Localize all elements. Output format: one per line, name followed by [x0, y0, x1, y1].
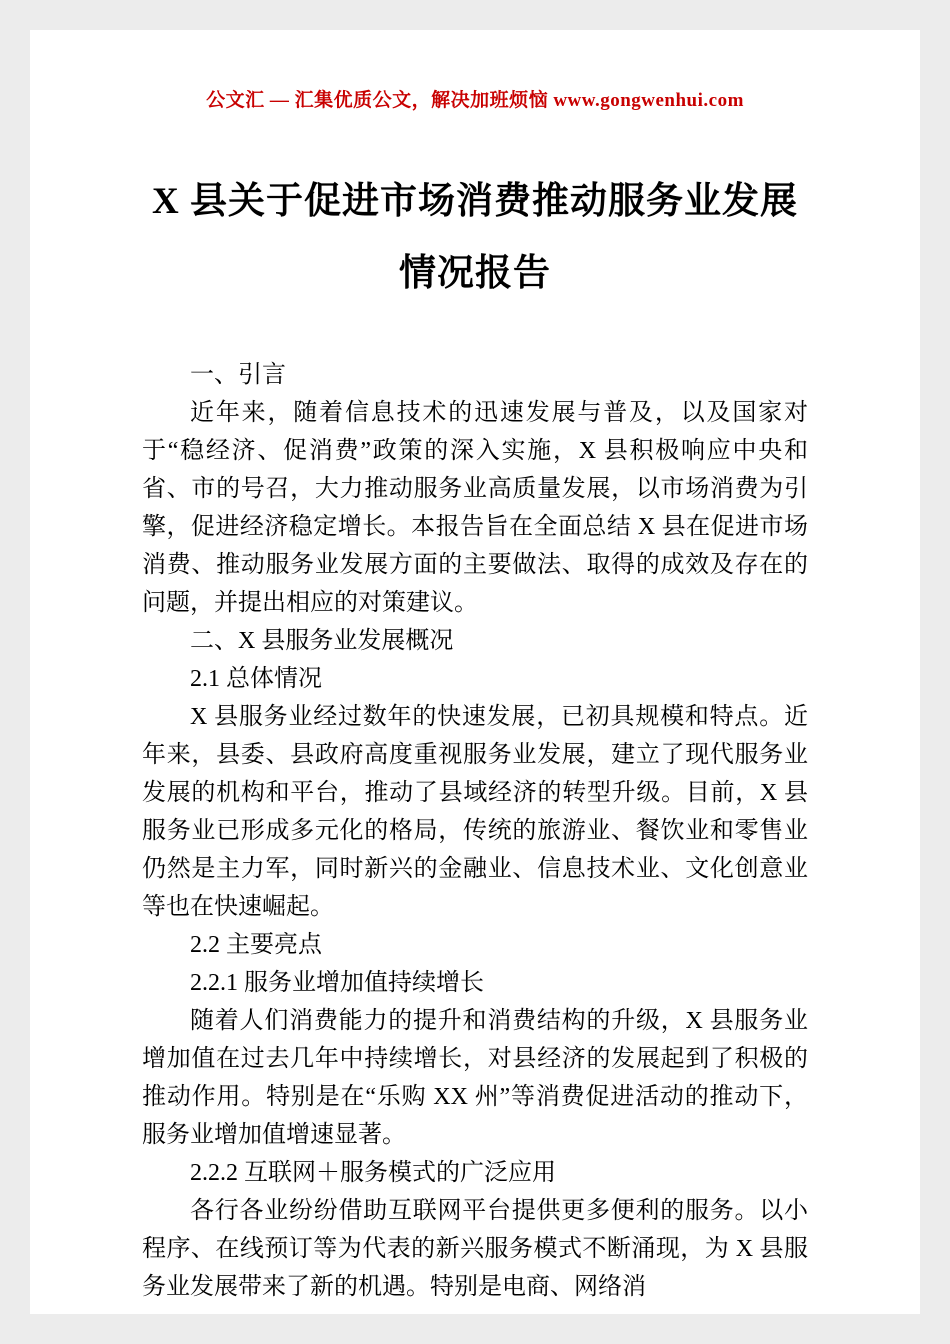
- paragraph-general-situation: X 县服务业经过数年的快速发展，已初具规模和特点。近年来，县委、县政府高度重视服务业发展，建立了现代服务业发展的机构和平台，推动了县域经济的转型升级。目前，X 县服务业已形成多元化的格局，传统的旅游业、餐饮业和零售业仍然是主力军，同时新兴的金融业、信息技术业、文化创意业等也在快速崛起。: [142, 704, 808, 921]
- section-heading-intro: 一、引言: [190, 362, 286, 389]
- section-heading-overview: 二、X 县服务业发展概况: [190, 628, 454, 655]
- paragraph-growth: 随着人们消费能力的提升和消费结构的升级，X 县服务业增加值在过去几年中持续增长，对县经济的发展起到了积极的推动作用。特别是在“乐购 XX 州”等消费促进活动的推动下，服务业增加值增速显著。: [142, 1008, 808, 1149]
- paragraph-internet: 各行各业纷纷借助互联网平台提供更多便利的服务。以小程序、在线预订等为代表的新兴服务模式不断涌现，为 X 县服务业发展带来了新的机遇。特别是电商、网络消: [142, 1198, 808, 1301]
- page-title: X 县关于促进市场消费推动服务业发展情况报告: [152, 181, 798, 295]
- subsection-heading-growth: 2.2.1 服务业增加值持续增长: [190, 970, 484, 997]
- watermark-header: 公文汇 — 汇集优质公文，解决加班烦恼 www.gongwenhui.com: [206, 90, 744, 111]
- subsection-heading-highlights: 2.2 主要亮点: [190, 932, 322, 959]
- subsection-heading-internet: 2.2.2 互联网＋服务模式的广泛应用: [190, 1160, 556, 1187]
- subsection-heading-general: 2.1 总体情况: [190, 666, 322, 693]
- paragraph-intro: 近年来，随着信息技术的迅速发展与普及，以及国家对于“稳经济、促消费”政策的深入实施，X 县积极响应中央和省、市的号召，大力推动服务业高质量发展，以市场消费为引擎，促进经济稳定增长。本报告旨在全面总结 X 县在促进市场消费、推动服务业发展方面的主要做法、取得的成效及存在的问题，并提出相应的对策建议。: [142, 400, 808, 617]
- document-content: [142, 356, 808, 1306]
- document-page: [30, 30, 920, 1314]
